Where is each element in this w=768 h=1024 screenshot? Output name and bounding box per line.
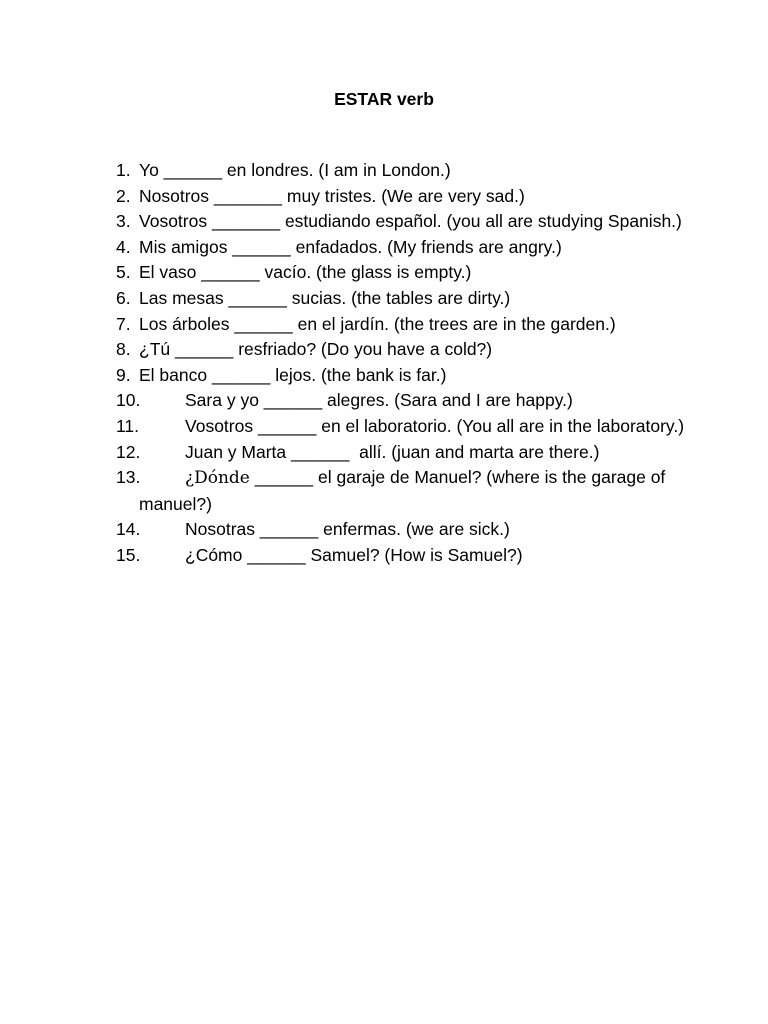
list-item (116, 414, 686, 440)
item-number: 7. (116, 313, 131, 334)
list-item (116, 286, 686, 312)
item-number: 9. (116, 364, 131, 385)
list-item (116, 209, 686, 235)
item-text: Nosotras ______ enfermas. (we are sick.) (185, 519, 510, 540)
item-number: 1. (116, 160, 131, 180)
list-item (116, 158, 686, 184)
item-text: El banco ______ lejos. (the bank is far.) (139, 364, 447, 385)
item-text: Vosotros ______ en el laboratorio. (You all are in the laboratory.) (185, 415, 685, 436)
item-number: 6. (116, 287, 131, 308)
item-number: 8. (116, 339, 131, 360)
item-lead-word: ¿Dónde (185, 468, 250, 489)
list-item (116, 465, 686, 517)
page-title: ESTAR verb (334, 89, 434, 109)
item-text: ¿Cómo ______ Samuel? (How is Samuel?) (185, 544, 523, 565)
item-text: ¿Tú ______ resfriado? (Do you have a cold?) (139, 339, 493, 360)
list-item (116, 388, 686, 414)
list-item (116, 517, 686, 543)
item-number: 14. (116, 519, 141, 540)
list-item (116, 312, 686, 338)
item-text: Juan y Marta ______ allí. (juan and marta are there.) (185, 441, 600, 462)
list-item (116, 440, 686, 466)
item-text: Vosotros _______ estudiando español. (you all are studying Spanish.) (139, 211, 682, 232)
item-number: 4. (116, 236, 131, 257)
item-number: 12. (116, 441, 141, 462)
item-text: Sara y yo ______ alegres. (Sara and I are happy.) (185, 390, 573, 411)
list-item (116, 184, 686, 210)
item-text: Mis amigos ______ enfadados. (My friends are angry.) (139, 236, 562, 257)
item-text: Las mesas ______ sucias. (the tables are dirty.) (139, 287, 511, 308)
item-text: Los árboles ______ en el jardín. (the trees are in the garden.) (139, 313, 616, 334)
list-item (116, 363, 686, 389)
item-number: 2. (116, 185, 131, 206)
list-item (116, 337, 686, 363)
list-item (116, 543, 686, 569)
item-number: 11. (116, 415, 140, 436)
item-text: Nosotros _______ muy tristes. (We are very sad.) (139, 185, 525, 206)
item-text: ______ el garaje de Manuel? (where is the garage of manuel?) (139, 467, 671, 514)
item-number: 5. (116, 262, 131, 283)
item-number: 3. (116, 211, 131, 232)
list-item (116, 260, 686, 286)
item-text: Yo ______ en londres. (I am in London.) (139, 160, 451, 180)
list-item (116, 235, 686, 261)
item-text: El vaso ______ vacío. (the glass is empty.) (139, 262, 472, 283)
item-number: 10. (116, 390, 141, 411)
exercise-list (116, 158, 686, 569)
item-number: 15. (116, 544, 141, 565)
item-number: 13. (116, 467, 141, 488)
